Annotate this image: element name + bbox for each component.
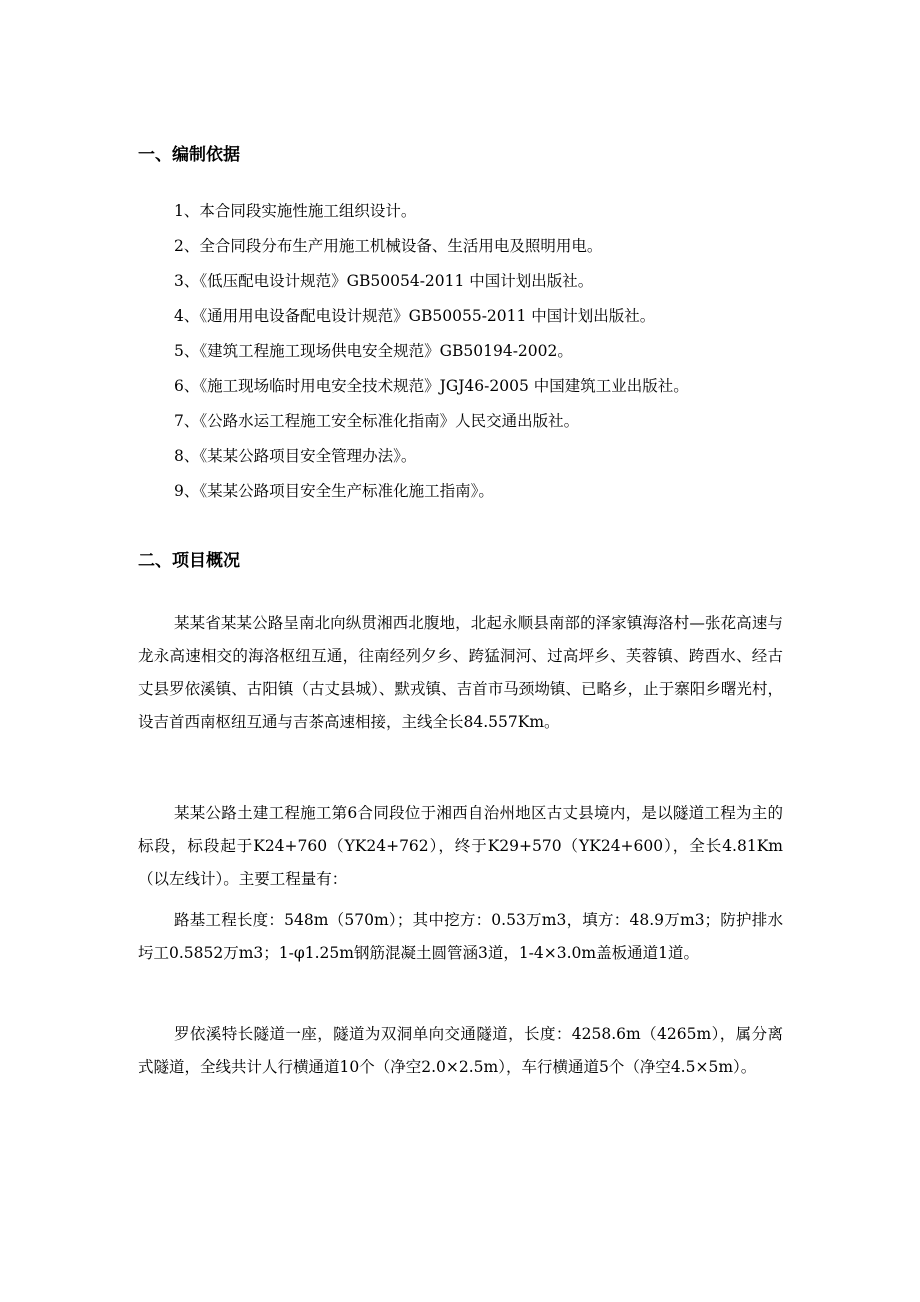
paragraph-route: 某某省某某公路呈南北向纵贯湘西北腹地，北起永顺县南部的泽家镇海洛村—张花高速与龙永高速相交的海洛枢纽互通，往南经列夕乡、跨猛洞河、过高坪乡、芙蓉镇、跨酉水、经古丈县罗依溪镇、古阳镇（古丈县城）、默戎镇、吉首市马颈坳镇、已略乡，止于寨阳乡曙光村，设吉首西南枢纽互通与吉茶高速相接，主线全长84.557Km。 (138, 614, 783, 731)
list-item: 7、《公路水运工程施工安全标准化指南》人民交通出版社。 (174, 412, 580, 430)
section-heading-basis: 一、编制依据 (138, 145, 240, 165)
list-item: 5、《建筑工程施工现场供电安全规范》GB50194-2002。 (174, 342, 573, 360)
basis-list (174, 199, 689, 514)
list-item: 1、本合同段实施性施工组织设计。 (174, 202, 417, 220)
list-item: 2、全合同段分布生产用施工机械设备、生活用电及照明用电。 (174, 237, 603, 255)
section-heading-overview: 二、项目概况 (138, 551, 240, 571)
list-item: 9、《某某公路项目安全生产标准化施工指南》。 (174, 482, 494, 500)
paragraph-contract-section: 某某公路土建工程施工第6合同段位于湘西自治州地区古丈县境内，是以隧道工程为主的标段，标段起于K24+760（YK24+762），终于K29+570（YK24+600），全长4.81Km（以左线计）。主要工程量有： (138, 804, 783, 888)
list-item: 4、《通用用电设备配电设计规范》GB50055-2011 中国计划出版社。 (174, 307, 656, 325)
paragraph-roadbed: 路基工程长度：548m（570m）；其中挖方：0.53万m3，填方：48.9万m3；防护排水圬工0.5852万m3；1-φ1.25m钢筋混凝土圆管涵3道，1-4×3.0m盖板通道1道。 (138, 911, 783, 962)
list-item: 3、《低压配电设计规范》GB50054-2011 中国计划出版社。 (174, 272, 594, 290)
paragraph-tunnel: 罗依溪特长隧道一座，隧道为双洞单向交通隧道，长度：4258.6m（4265m），属分离式隧道，全线共计人行横通道10个（净空2.0×2.5m），车行横通道5个（净空4.5×5m）。 (138, 1025, 783, 1076)
list-item: 6、《施工现场临时用电安全技术规范》JGJ46-2005 中国建筑工业出版社。 (174, 377, 689, 395)
list-item: 8、《某某公路项目安全管理办法》。 (174, 447, 417, 465)
